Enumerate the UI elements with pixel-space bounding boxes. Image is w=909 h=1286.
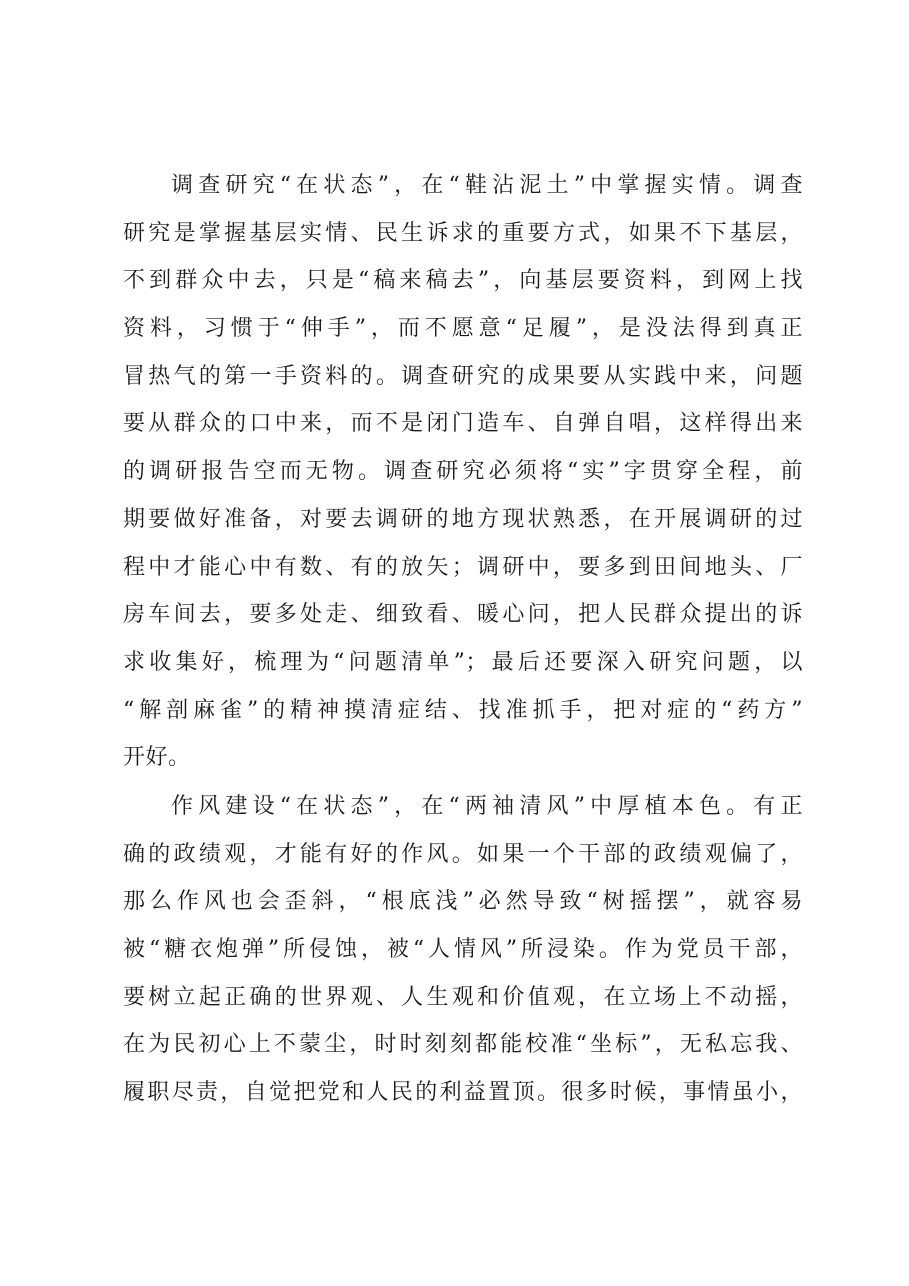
paragraph-line: 要从群众的口中来，而不是闭门造车、自弹自唱，这样得出来 — [123, 411, 803, 437]
paragraph-line: 研究是掌握基层实情、民生诉求的重要方式，如果不下基层， — [123, 220, 803, 246]
paragraph-line: 期要做好准备，对要去调研的地方现状熟悉，在开展调研的过 — [123, 506, 803, 532]
paragraph-line: 的调研报告空而无物。调查研究必须将“实”字贯穿全程，前 — [123, 459, 803, 485]
paragraph-line: 房车间去，要多处走、细致看、暖心问，把人民群众提出的诉 — [123, 602, 803, 628]
paragraph-line: 冒热气的第一手资料的。调查研究的成果要从实践中来，问题 — [123, 363, 803, 389]
paragraph-line: 求收集好，梳理为“问题清单”；最后还要深入研究问题，以 — [123, 649, 803, 675]
paragraph-line: 要树立起正确的世界观、人生观和价值观，在立场上不动摇， — [123, 984, 803, 1010]
paragraph-line: 调查研究“在状态”，在“鞋沾泥土”中掌握实情。调查 — [171, 173, 803, 198]
paragraph-work-style — [123, 783, 803, 1117]
paragraph-line: 作风建设“在状态”，在“两袖清风”中厚植本色。有正 — [171, 794, 803, 819]
paragraph-line: 开好。 — [123, 745, 191, 771]
paragraph-line: “解剖麻雀”的精神摸清症结、找准抓手，把对症的“药方” — [123, 697, 803, 723]
paragraph-line: 那么作风也会歪斜，“根底浅”必然导致“树摇摆”，就容易 — [123, 889, 803, 915]
paragraph-line: 在为民初心上不蒙尘，时时刻刻都能校准“坐标”，无私忘我、 — [123, 1032, 803, 1058]
paragraph-line: 确的政绩观，才能有好的作风。如果一个干部的政绩观偏了， — [123, 841, 803, 867]
paragraph-line: 履职尽责，自觉把党和人民的利益置顶。很多时候，事情虽小， — [123, 1080, 803, 1106]
paragraph-line: 不到群众中去，只是“稿来稿去”，向基层要资料，到网上找 — [123, 268, 803, 294]
paragraph-line: 资料，习惯于“伸手”，而不愿意“足履”，是没法得到真正 — [123, 316, 803, 342]
paragraph-line: 程中才能心中有数、有的放矢；调研中，要多到田间地头、厂 — [123, 554, 803, 580]
paragraph-line: 被“糖衣炮弹”所侵蚀，被“人情风”所浸染。作为党员干部， — [123, 937, 803, 963]
paragraph-research — [123, 162, 803, 782]
